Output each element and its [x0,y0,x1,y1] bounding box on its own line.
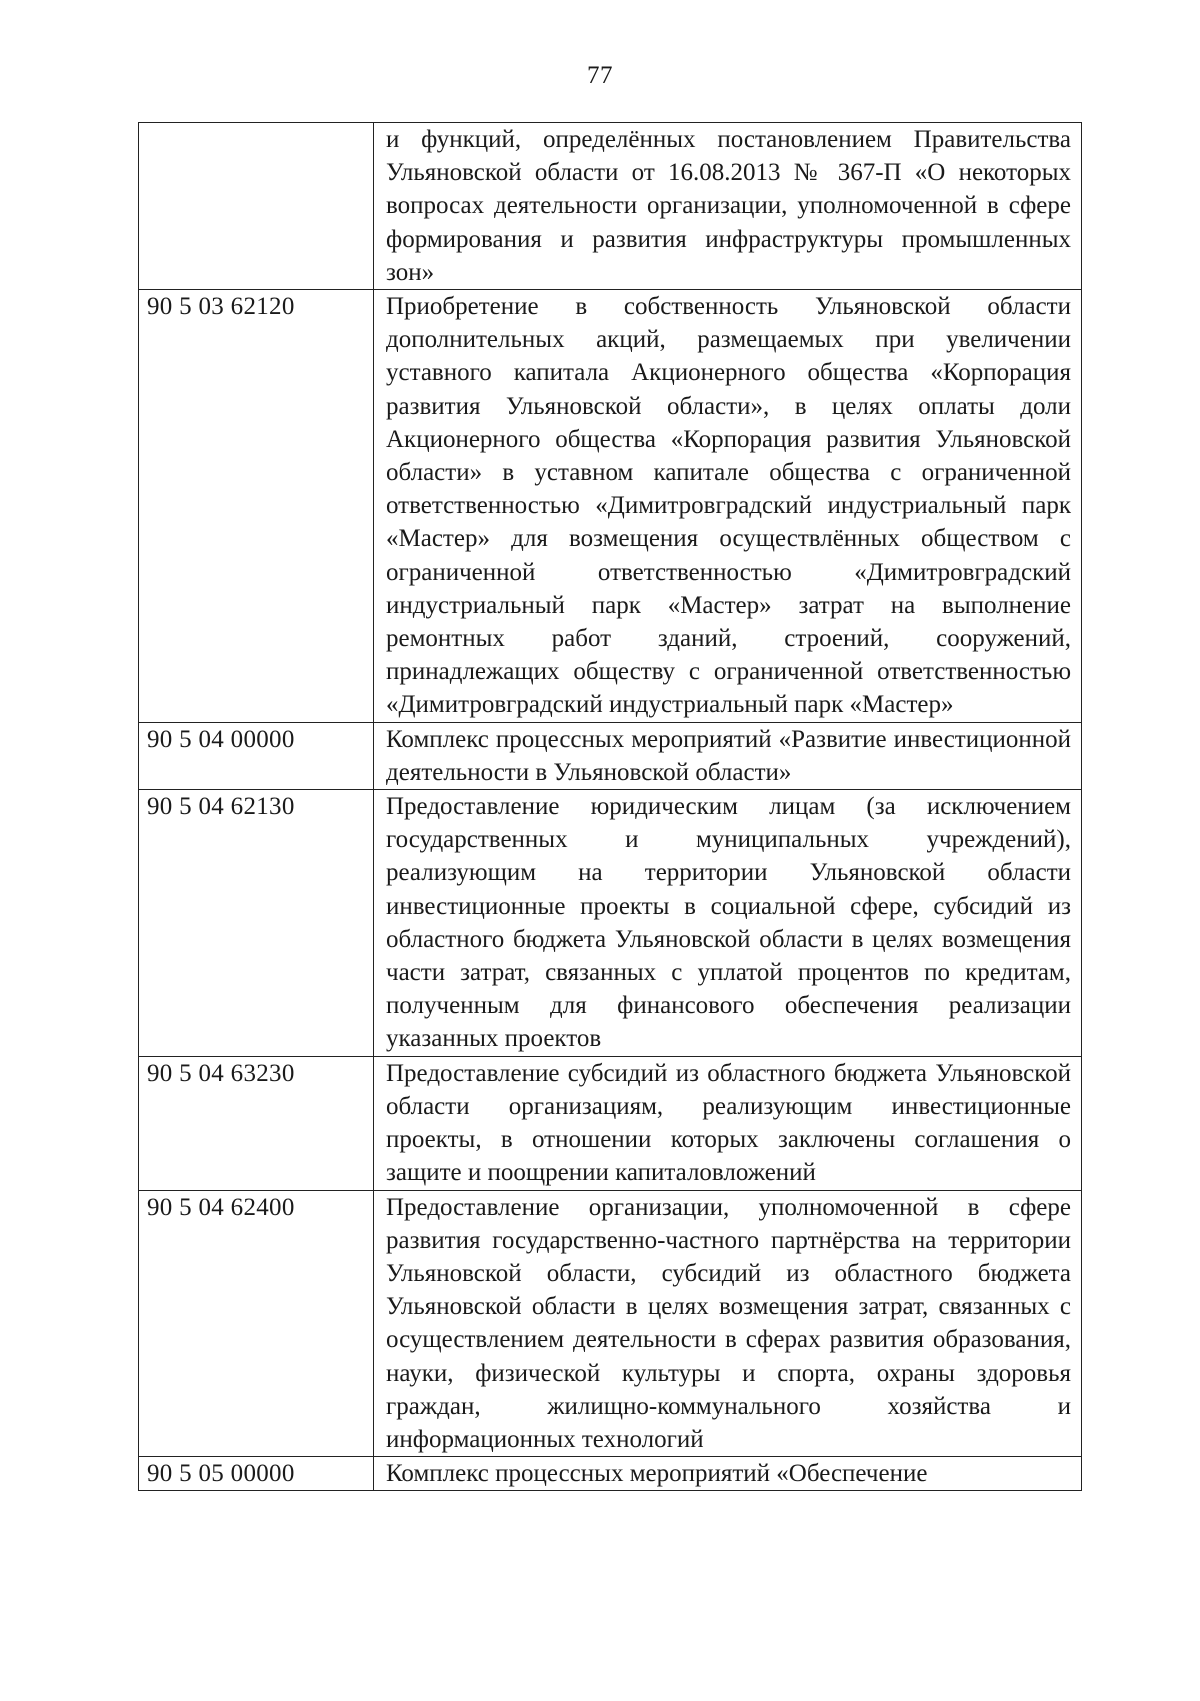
row-description: Комплекс процессных мероприятий «Обеспечение [374,1457,1082,1491]
table-row [139,1056,1082,1190]
budget-classification-table [138,122,1082,1491]
row-code [139,123,374,290]
table-row [139,290,1082,723]
table-row [139,1457,1082,1491]
row-code: 90 5 05 00000 [139,1457,374,1491]
row-description: Предоставление юридическим лицам (за исключением государственных и муниципальных учреждений), реализующим на территории Ульяновской области инвестиционные проекты в социальной сфере, субсидий из областного бюджета Ульяновской области в целях возмещения части затрат, связанных с уплатой процентов по кредитам, полученным для финансового обеспечения реализации указанных проектов [374,790,1082,1057]
page-number: 77 [587,62,613,89]
row-code: 90 5 04 62400 [139,1190,374,1457]
row-description: Предоставление организации, уполномоченной в сфере развития государственно-частного партнёрства на территории Ульяновской области, субсидий из областного бюджета Ульяновской области в целях возмещения затрат, связанных с осуществлением деятельности в сферах развития образования, науки, физической культуры и спорта, охраны здоровья граждан, жилищно-коммунального хозяйства и информационных технологий [374,1190,1082,1457]
row-code: 90 5 04 62130 [139,790,374,1057]
row-description: Комплекс процессных мероприятий «Развитие инвестиционной деятельности в Ульяновской области» [374,722,1082,789]
table-row [139,722,1082,789]
table-row [139,790,1082,1057]
row-description: и функций, определённых постановлением Правительства Ульяновской области от 16.08.2013 № 367-П «О некоторых вопросах деятельности организации, уполномоченной в сфере формирования и развития инфраструктуры промышленных зон» [374,123,1082,290]
table-row [139,1190,1082,1457]
row-description: Приобретение в собственность Ульяновской области дополнительных акций, размещаемых при увеличении уставного капитала Акционерного общества «Корпорация развития Ульяновской области», в целях оплаты доли Акционерного общества «Корпорация развития Ульяновской области» в уставном капитале общества с ограниченной ответственностью «Димитровградский индустриальный парк «Мастер» для возмещения осуществлённых обществом с ограниченной ответственностью «Димитровградский индустриальный парк «Мастер» затрат на выполнение ремонтных работ зданий, строений, сооружений, принадлежащих обществу с ограниченной ответственностью «Димитровградский индустриальный парк «Мастер» [374,290,1082,723]
row-code: 90 5 04 63230 [139,1056,374,1190]
row-code: 90 5 03 62120 [139,290,374,723]
row-description: Предоставление субсидий из областного бюджета Ульяновской области организациям, реализующим инвестиционные проекты, в отношении которых заключены соглашения о защите и поощрении капиталовложений [374,1056,1082,1190]
row-code: 90 5 04 00000 [139,722,374,789]
table-row [139,123,1082,290]
